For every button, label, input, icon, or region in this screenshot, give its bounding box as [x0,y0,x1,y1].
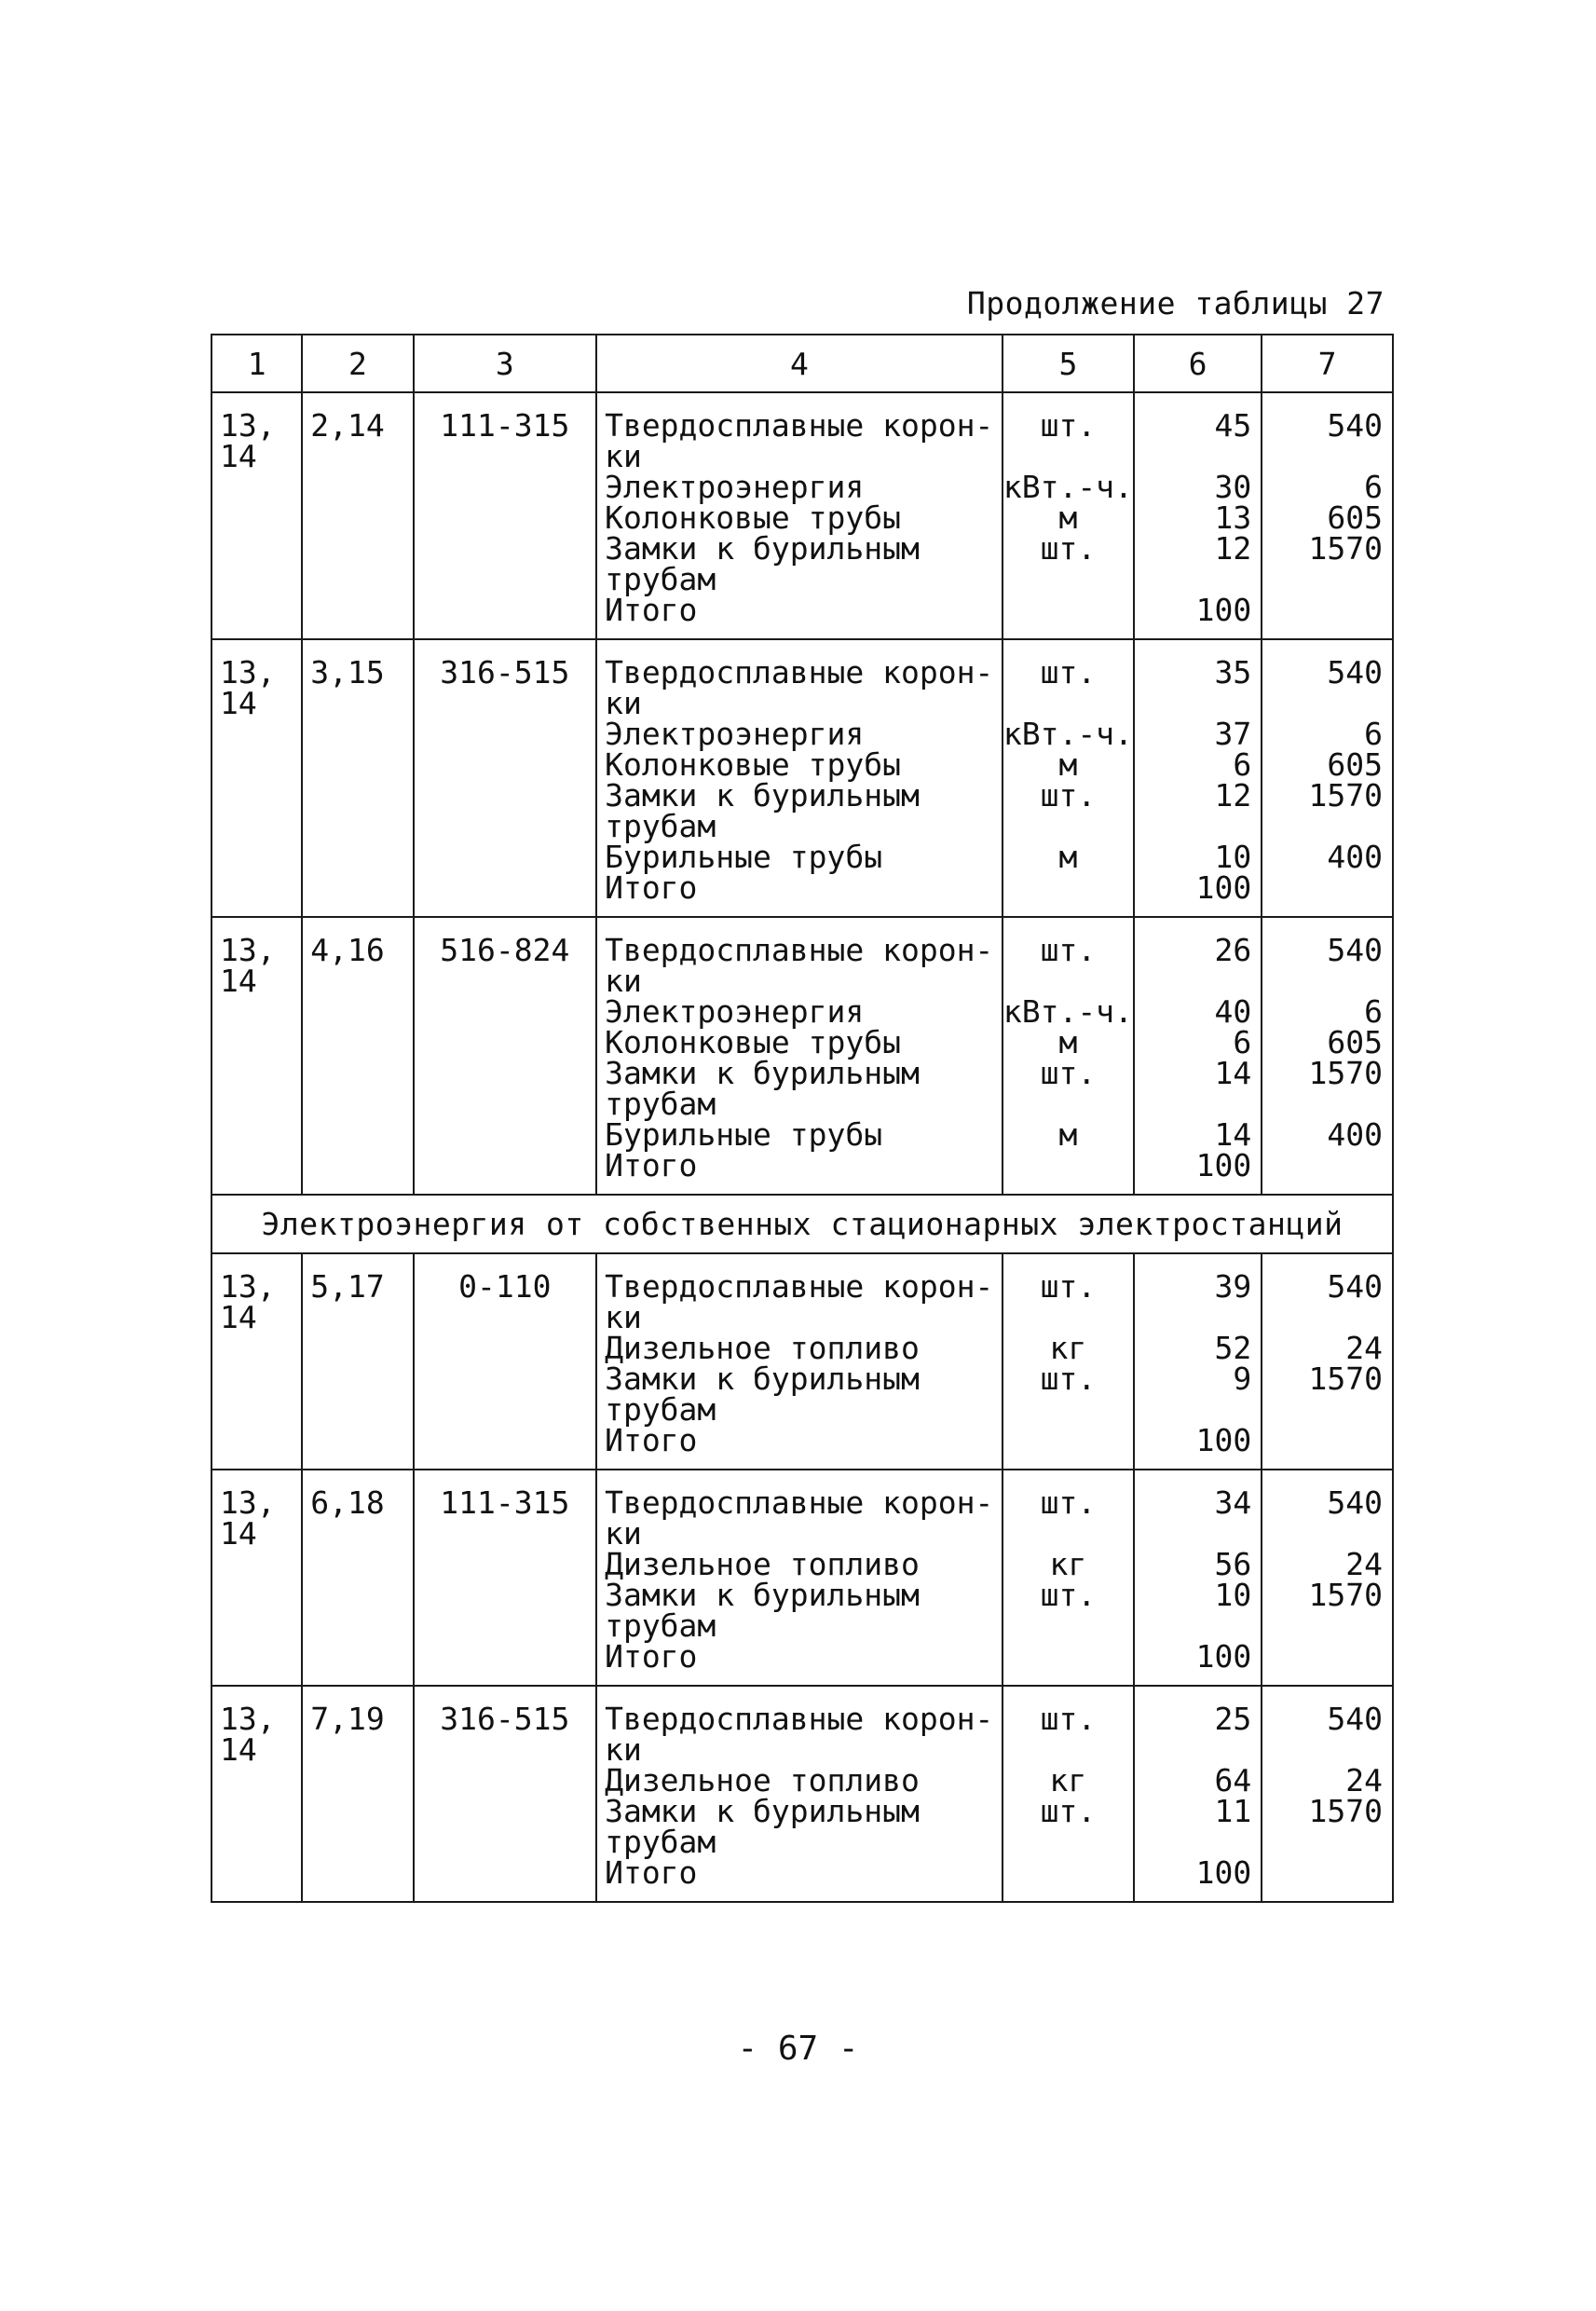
material-name: трубам [605,1086,716,1122]
cell-material [596,1470,1003,1686]
spacer [1262,811,1383,841]
material-name: Замки к бурильным [605,1793,920,1829]
spacer [1262,1394,1383,1425]
price-text: 540 [1327,932,1383,968]
quantity-text: 100 [1195,1638,1252,1675]
spacer [1003,965,1133,996]
quantity-text: 100 [1195,869,1252,906]
spacer [1262,1610,1383,1641]
material-name: ки [605,1731,642,1768]
table-body-electric [211,392,1393,1195]
cell-quantity [1134,639,1262,917]
cell-text: 316-515 [440,654,570,691]
quantity-text: 37 [1214,716,1252,752]
spacer [1262,1088,1383,1119]
material-name: Замки к бурильным [605,1055,920,1091]
cell-text: 13, [220,1484,276,1521]
cell-price [1262,1253,1393,1470]
cell-col3 [414,639,597,917]
col-header-4: 4 [596,335,1003,392]
cell-text: 5,17 [310,1268,385,1305]
quantity-text: 100 [1195,1422,1252,1458]
unit-text [1003,1150,1133,1181]
unit-text: шт. [1040,407,1097,444]
cell-unit [1003,917,1134,1195]
table-caption: Продолжение таблицы 27 [966,285,1385,321]
material-name: Итого [605,869,698,906]
unit-text: шт. [1040,1484,1097,1521]
cell-unit [1003,1253,1134,1470]
spacer [1135,1302,1251,1333]
table-row [211,1470,1393,1686]
page-number: - 67 - [737,2030,859,2068]
price-text: 1570 [1308,1793,1383,1829]
unit-text: шт. [1040,777,1097,814]
header-row [211,335,1393,392]
material-name: Итого [605,1422,698,1458]
cell-unit [1003,1686,1134,1902]
unit-text: м [1058,839,1078,875]
unit-text [1003,1857,1133,1888]
price-text: 605 [1327,1024,1383,1060]
cell-quantity [1134,1686,1262,1902]
material-name: Колонковые трубы [605,746,901,783]
cell-price [1262,639,1393,917]
quantity-text: 35 [1214,654,1252,691]
spacer [1135,688,1251,718]
cell-quantity [1134,1470,1262,1686]
price-text: 6 [1364,469,1383,505]
price-text: 540 [1327,654,1383,691]
cell-text: 14 [220,1299,257,1335]
price-text: 1570 [1308,1055,1383,1091]
material-name: Замки к бурильным [605,1577,920,1613]
cell-text: 13, [220,654,276,691]
cell-unit [1003,639,1134,917]
spacer [1135,1734,1251,1765]
cell-text: 316-515 [440,1701,570,1737]
unit-text: кг [1049,1546,1087,1582]
unit-text [1003,872,1133,903]
materials-table [211,334,1394,1903]
cell-col2 [302,392,413,639]
table-row [211,392,1393,639]
col-header-3: 3 [414,335,597,392]
price-text: 1570 [1308,1577,1383,1613]
col-header-7: 7 [1262,335,1393,392]
unit-text: кг [1049,1330,1087,1366]
spacer [1135,1610,1251,1641]
material-name: Дизельное топливо [605,1762,920,1798]
spacer [1262,1734,1383,1765]
quantity-text: 30 [1214,469,1252,505]
material-name: Электроэнергия [605,716,865,752]
spacer [1003,1394,1133,1425]
price-text [1262,1857,1383,1888]
cell-text: 111-315 [440,407,570,444]
material-name: ки [605,1299,642,1335]
price-text [1262,595,1383,625]
cell-material [596,639,1003,917]
quantity-text: 40 [1214,993,1252,1030]
quantity-text: 34 [1214,1484,1252,1521]
cell-text: 7,19 [310,1701,385,1737]
material-name: трубам [605,1607,716,1644]
price-text: 24 [1345,1762,1383,1798]
price-text: 1570 [1308,530,1383,567]
cell-col1 [211,639,302,917]
price-text: 540 [1327,407,1383,444]
table-row [211,639,1393,917]
material-name: Твердосплавные корон- [605,1484,994,1521]
cell-col3 [414,917,597,1195]
material-name: Электроэнергия [605,469,865,505]
price-text: 400 [1327,1116,1383,1153]
material-name: Бурильные трубы [605,839,883,875]
spacer [1003,441,1133,472]
cell-col2 [302,917,413,1195]
quantity-text: 64 [1214,1762,1252,1798]
quantity-text: 10 [1214,839,1252,875]
quantity-text: 52 [1214,1330,1252,1366]
material-name: Твердосплавные корон- [605,1268,994,1305]
material-name: Итого [605,1147,698,1183]
material-name: трубам [605,808,716,844]
cell-text: 14 [220,438,257,474]
quantity-text: 100 [1195,1854,1252,1891]
spacer [1003,1734,1133,1765]
col-header-1: 1 [211,335,302,392]
material-name: Замки к бурильным [605,530,920,567]
quantity-text: 45 [1214,407,1252,444]
cell-col2 [302,1253,413,1470]
material-name: ки [605,963,642,999]
cell-material [596,392,1003,639]
material-name: Колонковые трубы [605,1024,901,1060]
quantity-text: 6 [1233,1024,1252,1060]
material-name: Твердосплавные корон- [605,1701,994,1737]
unit-text: м [1058,1024,1078,1060]
price-text: 605 [1327,746,1383,783]
unit-text: шт. [1040,1793,1097,1829]
cell-text: 14 [220,963,257,999]
quantity-text: 25 [1214,1701,1252,1737]
material-name: Бурильные трубы [605,1116,883,1153]
cell-text: 13, [220,932,276,968]
table-row [211,1253,1393,1470]
price-text [1262,1150,1383,1181]
unit-text: шт. [1040,654,1097,691]
table-row [211,917,1393,1195]
spacer [1003,1826,1133,1857]
spacer [1003,1302,1133,1333]
quantity-text: 10 [1214,1577,1252,1613]
spacer [1262,688,1383,718]
material-name: Дизельное топливо [605,1546,920,1582]
unit-text: м [1058,746,1078,783]
cell-text: 14 [220,1731,257,1768]
cell-text: 3,15 [310,654,385,691]
spacer [1262,1826,1383,1857]
spacer [1135,1088,1251,1119]
cell-col1 [211,1470,302,1686]
material-name: Твердосплавные корон- [605,932,994,968]
cell-col3 [414,1470,597,1686]
material-name: Замки к бурильным [605,777,920,814]
spacer [1135,1826,1251,1857]
section-title: Электроэнергия от собственных стационарных электростанций [211,1195,1393,1253]
cell-quantity [1134,917,1262,1195]
cell-col3 [414,1253,597,1470]
unit-text: м [1058,499,1078,536]
price-text: 540 [1327,1268,1383,1305]
spacer [1135,1394,1251,1425]
material-name: Твердосплавные корон- [605,654,994,691]
quantity-text: 12 [1214,530,1252,567]
spacer [1135,811,1251,841]
unit-text [1003,1425,1133,1456]
cell-text: 6,18 [310,1484,385,1521]
material-name: ки [605,685,642,721]
cell-col1 [211,917,302,1195]
cell-text: 14 [220,1515,257,1552]
cell-material [596,917,1003,1195]
col-header-2: 2 [302,335,413,392]
spacer [1135,564,1251,595]
cell-material [596,1686,1003,1902]
spacer [1262,965,1383,996]
cell-text: 2,14 [310,407,385,444]
col-header-5: 5 [1003,335,1134,392]
unit-text [1003,1641,1133,1672]
spacer [1003,1610,1133,1641]
unit-text: шт. [1040,1701,1097,1737]
price-text: 24 [1345,1546,1383,1582]
spacer [1003,811,1133,841]
material-name: трубам [605,561,716,597]
material-name: Итого [605,1854,698,1891]
spacer [1003,564,1133,595]
price-text: 6 [1364,993,1383,1030]
cell-col3 [414,1686,597,1902]
quantity-text: 12 [1214,777,1252,814]
unit-text: шт. [1040,1577,1097,1613]
unit-text: шт. [1040,1268,1097,1305]
quantity-text: 9 [1233,1361,1252,1397]
material-name: Колонковые трубы [605,499,901,536]
unit-text: м [1058,1116,1078,1153]
cell-text: 516-824 [440,932,570,968]
material-name: ки [605,1515,642,1552]
quantity-text: 14 [1214,1116,1252,1153]
spacer [1135,1518,1251,1549]
price-text: 6 [1364,716,1383,752]
table-row [211,1686,1393,1902]
quantity-text: 26 [1214,932,1252,968]
cell-text: 0-110 [458,1268,552,1305]
cell-text: 13, [220,407,276,444]
material-name: Замки к бурильным [605,1361,920,1397]
section-row [211,1195,1393,1253]
price-text: 540 [1327,1484,1383,1521]
cell-quantity [1134,1253,1262,1470]
cell-col1 [211,392,302,639]
price-text: 605 [1327,499,1383,536]
unit-text: кВт.-ч. [1003,469,1133,505]
spacer [1262,441,1383,472]
cell-text: 13, [220,1268,276,1305]
cell-col2 [302,639,413,917]
unit-text [1003,595,1133,625]
price-text [1262,1425,1383,1456]
cell-material [596,1253,1003,1470]
material-name: Твердосплавные корон- [605,407,994,444]
cell-price [1262,392,1393,639]
quantity-text: 6 [1233,746,1252,783]
quantity-text: 100 [1195,592,1252,628]
price-text: 540 [1327,1701,1383,1737]
quantity-text: 39 [1214,1268,1252,1305]
spacer [1135,965,1251,996]
material-name: ки [605,438,642,474]
cell-unit [1003,1470,1134,1686]
cell-text: 111-315 [440,1484,570,1521]
spacer [1003,688,1133,718]
quantity-text: 14 [1214,1055,1252,1091]
unit-text: шт. [1040,1361,1097,1397]
cell-quantity [1134,392,1262,639]
col-header-6: 6 [1134,335,1262,392]
material-name: Итого [605,1638,698,1675]
material-name: Электроэнергия [605,993,865,1030]
quantity-text: 13 [1214,499,1252,536]
unit-text: кг [1049,1762,1087,1798]
price-text: 24 [1345,1330,1383,1366]
spacer [1262,1518,1383,1549]
cell-col1 [211,1253,302,1470]
unit-text: шт. [1040,1055,1097,1091]
cell-price [1262,1686,1393,1902]
cell-text: 14 [220,685,257,721]
price-text [1262,872,1383,903]
material-name: Итого [605,592,698,628]
unit-text: кВт.-ч. [1003,716,1133,752]
table-body-diesel [211,1253,1393,1902]
spacer [1003,1088,1133,1119]
spacer [1135,441,1251,472]
quantity-text: 11 [1214,1793,1252,1829]
price-text: 400 [1327,839,1383,875]
price-text [1262,1641,1383,1672]
spacer [1262,1302,1383,1333]
cell-col2 [302,1686,413,1902]
cell-col3 [414,392,597,639]
cell-col1 [211,1686,302,1902]
cell-text: 13, [220,1701,276,1737]
cell-col2 [302,1470,413,1686]
unit-text: кВт.-ч. [1003,993,1133,1030]
price-text: 1570 [1308,777,1383,814]
spacer [1003,1518,1133,1549]
unit-text: шт. [1040,932,1097,968]
price-text: 1570 [1308,1361,1383,1397]
unit-text: шт. [1040,530,1097,567]
material-name: трубам [605,1824,716,1860]
cell-text: 4,16 [310,932,385,968]
cell-price [1262,917,1393,1195]
cell-price [1262,1470,1393,1686]
quantity-text: 100 [1195,1147,1252,1183]
material-name: Дизельное топливо [605,1330,920,1366]
quantity-text: 56 [1214,1546,1252,1582]
cell-unit [1003,392,1134,639]
material-name: трубам [605,1391,716,1428]
spacer [1262,564,1383,595]
